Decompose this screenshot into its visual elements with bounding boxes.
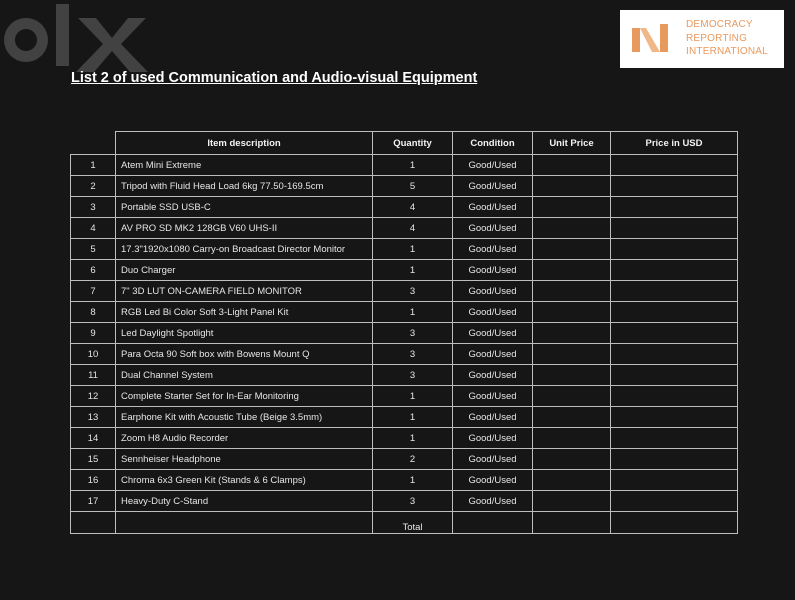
total-blank-unit <box>533 512 611 534</box>
dri-logo-text <box>686 18 768 59</box>
row-quantity: 1 <box>373 470 453 491</box>
row-condition: Good/Used <box>453 428 533 449</box>
table-row <box>71 491 738 512</box>
dri-logo-mark-icon <box>630 22 672 56</box>
row-number: 2 <box>71 176 116 197</box>
row-item-description: Portable SSD USB-C <box>116 197 373 218</box>
row-price-usd <box>611 491 738 512</box>
row-condition: Good/Used <box>453 281 533 302</box>
row-number: 13 <box>71 407 116 428</box>
table-row <box>71 386 738 407</box>
row-unit-price <box>533 323 611 344</box>
row-item-description: Heavy-Duty C-Stand <box>116 491 373 512</box>
table-row <box>71 281 738 302</box>
header-condition: Condition <box>453 132 533 155</box>
table-row <box>71 302 738 323</box>
row-number: 6 <box>71 260 116 281</box>
row-quantity: 1 <box>373 302 453 323</box>
row-number: 11 <box>71 365 116 386</box>
row-price-usd <box>611 302 738 323</box>
row-quantity: 4 <box>373 197 453 218</box>
row-condition: Good/Used <box>453 365 533 386</box>
row-unit-price <box>533 386 611 407</box>
table-row <box>71 344 738 365</box>
row-unit-price <box>533 260 611 281</box>
row-condition: Good/Used <box>453 197 533 218</box>
logo-line-1: DEMOCRACY <box>686 19 753 30</box>
row-number: 9 <box>71 323 116 344</box>
row-item-description: Dual Channel System <box>116 365 373 386</box>
row-quantity: 3 <box>373 365 453 386</box>
row-unit-price <box>533 407 611 428</box>
total-label: Total <box>373 512 453 534</box>
row-quantity: 1 <box>373 155 453 176</box>
row-item-description: Complete Starter Set for In-Ear Monitoring <box>116 386 373 407</box>
row-condition: Good/Used <box>453 302 533 323</box>
row-item-description: Earphone Kit with Acoustic Tube (Beige 3.5mm) <box>116 407 373 428</box>
row-item-description: Zoom H8 Audio Recorder <box>116 428 373 449</box>
total-blank-cond <box>453 512 533 534</box>
row-quantity: 1 <box>373 260 453 281</box>
row-quantity: 1 <box>373 428 453 449</box>
logo-line-2: REPORTING <box>686 32 748 44</box>
logo-line-3: INTERNATIONAL <box>686 46 768 57</box>
row-condition: Good/Used <box>453 155 533 176</box>
row-quantity: 5 <box>373 176 453 197</box>
row-number: 5 <box>71 239 116 260</box>
row-quantity: 3 <box>373 323 453 344</box>
row-unit-price <box>533 470 611 491</box>
row-unit-price <box>533 344 611 365</box>
row-number: 7 <box>71 281 116 302</box>
row-condition: Good/Used <box>453 218 533 239</box>
row-price-usd <box>611 365 738 386</box>
row-price-usd <box>611 323 738 344</box>
table-row <box>71 323 738 344</box>
table-row <box>71 239 738 260</box>
row-condition: Good/Used <box>453 239 533 260</box>
table-row <box>71 176 738 197</box>
row-number: 3 <box>71 197 116 218</box>
row-unit-price <box>533 491 611 512</box>
row-quantity: 3 <box>373 281 453 302</box>
row-price-usd <box>611 407 738 428</box>
table-row <box>71 197 738 218</box>
row-price-usd <box>611 197 738 218</box>
row-condition: Good/Used <box>453 386 533 407</box>
row-quantity: 4 <box>373 218 453 239</box>
row-price-usd <box>611 218 738 239</box>
row-condition: Good/Used <box>453 449 533 470</box>
row-item-description: 7" 3D LUT ON-CAMERA FIELD MONITOR <box>116 281 373 302</box>
row-number: 12 <box>71 386 116 407</box>
row-item-description: Sennheiser Headphone <box>116 449 373 470</box>
row-price-usd <box>611 386 738 407</box>
row-price-usd <box>611 470 738 491</box>
row-number: 16 <box>71 470 116 491</box>
row-unit-price <box>533 449 611 470</box>
row-item-description: Tripod with Fluid Head Load 6kg 77.50-169.5cm <box>116 176 373 197</box>
row-item-description: Chroma 6x3 Green Kit (Stands & 6 Clamps) <box>116 470 373 491</box>
row-quantity: 3 <box>373 491 453 512</box>
row-unit-price <box>533 281 611 302</box>
row-price-usd <box>611 155 738 176</box>
row-condition: Good/Used <box>453 491 533 512</box>
row-condition: Good/Used <box>453 344 533 365</box>
table-total-row <box>71 512 738 534</box>
dri-logo <box>620 10 784 68</box>
table-row <box>71 365 738 386</box>
row-quantity: 1 <box>373 239 453 260</box>
row-number: 8 <box>71 302 116 323</box>
row-unit-price <box>533 239 611 260</box>
row-number: 1 <box>71 155 116 176</box>
row-unit-price <box>533 218 611 239</box>
row-quantity: 3 <box>373 344 453 365</box>
row-price-usd <box>611 176 738 197</box>
header-unit-price: Unit Price <box>533 132 611 155</box>
row-price-usd <box>611 428 738 449</box>
row-item-description: Para Octa 90 Soft box with Bowens Mount Q <box>116 344 373 365</box>
row-condition: Good/Used <box>453 176 533 197</box>
row-unit-price <box>533 302 611 323</box>
table-row <box>71 155 738 176</box>
table-row <box>71 260 738 281</box>
row-number: 10 <box>71 344 116 365</box>
row-item-description: Atem Mini Extreme <box>116 155 373 176</box>
total-value <box>611 512 738 534</box>
row-quantity: 2 <box>373 449 453 470</box>
table-row <box>71 218 738 239</box>
row-item-description: 17.3"1920x1080 Carry-on Broadcast Director Monitor <box>116 239 373 260</box>
row-unit-price <box>533 176 611 197</box>
row-price-usd <box>611 344 738 365</box>
row-item-description: AV PRO SD MK2 128GB V60 UHS-II <box>116 218 373 239</box>
row-price-usd <box>611 239 738 260</box>
row-unit-price <box>533 197 611 218</box>
row-number: 15 <box>71 449 116 470</box>
table-header-row <box>71 132 738 155</box>
row-unit-price <box>533 155 611 176</box>
table-row <box>71 470 738 491</box>
header-quantity: Quantity <box>373 132 453 155</box>
equipment-table <box>70 131 738 534</box>
page-title: List 2 of used Communication and Audio-visual Equipment <box>71 70 478 86</box>
row-quantity: 1 <box>373 407 453 428</box>
row-condition: Good/Used <box>453 260 533 281</box>
row-item-description: Led Daylight Spotlight <box>116 323 373 344</box>
table-row <box>71 428 738 449</box>
row-item-description: Duo Charger <box>116 260 373 281</box>
row-price-usd <box>611 260 738 281</box>
row-quantity: 1 <box>373 386 453 407</box>
header-item-description: Item description <box>116 132 373 155</box>
row-condition: Good/Used <box>453 470 533 491</box>
table-body <box>71 155 738 512</box>
table-row <box>71 407 738 428</box>
row-price-usd <box>611 449 738 470</box>
row-item-description: RGB Led Bi Color Soft 3-Light Panel Kit <box>116 302 373 323</box>
total-blank-desc <box>116 512 373 534</box>
row-unit-price <box>533 365 611 386</box>
row-unit-price <box>533 428 611 449</box>
total-blank-no <box>71 512 116 534</box>
row-number: 4 <box>71 218 116 239</box>
row-number: 14 <box>71 428 116 449</box>
header-blank-cell <box>71 132 116 155</box>
header-price-usd: Price in USD <box>611 132 738 155</box>
row-number: 17 <box>71 491 116 512</box>
row-price-usd <box>611 281 738 302</box>
row-condition: Good/Used <box>453 323 533 344</box>
table-row <box>71 449 738 470</box>
row-condition: Good/Used <box>453 407 533 428</box>
